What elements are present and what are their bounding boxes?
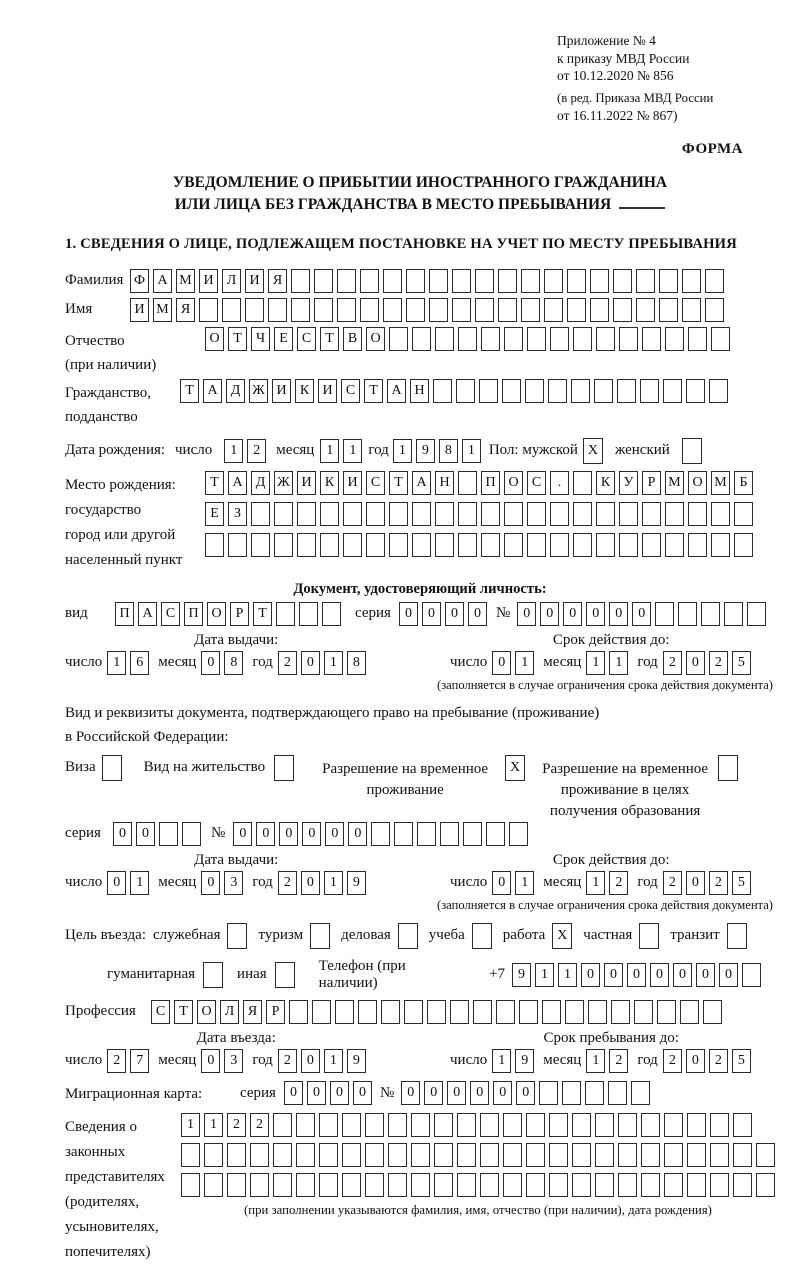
identity-expiry-note: (заполняется в случае ограничения срока действия документа) [437, 677, 773, 692]
edu-permit-checkbox [718, 755, 738, 781]
month-label: месяц [276, 442, 315, 458]
representatives-row-1: 1 1 2 2 [181, 1113, 775, 1137]
title-line-1: УВЕДОМЛЕНИЕ О ПРИБЫТИИ ИНОСТРАННОГО ГРАЖДАНИНА [172, 173, 668, 191]
identity-expiry-month: 1 1 [586, 651, 628, 675]
profession-boxes: С Т О Л Я Р [151, 1000, 722, 1024]
residence-doc-intro: Вид и реквизиты документа, подтверждающего право на пребывание (проживание) в Российской Федерации: [65, 704, 600, 745]
section-1-heading: 1. СВЕДЕНИЯ О ЛИЦЕ, ПОДЛЕЖАЩЕМ ПОСТАНОВКЕ НА УЧЕТ ПО МЕСТУ ПРЕБЫВАНИЯ [65, 235, 737, 252]
doc-number-label: № [495, 605, 511, 621]
phone-prefix: +7 [489, 966, 505, 982]
purpose-transit-label: транзит [670, 927, 720, 943]
purpose-tourism-checkbox [310, 923, 330, 949]
month-label: месяц [543, 654, 582, 670]
citizenship-boxes: Т А Д Ж И К И С Т А Н [180, 379, 728, 403]
month-label: месяц [543, 874, 582, 890]
visa-label: Виза [65, 758, 96, 775]
birth-date-label: Дата рождения: [65, 442, 166, 458]
purpose-humanitarian-checkbox [203, 962, 223, 988]
purpose-business-label: деловая [341, 927, 391, 943]
identity-expiry-year: 2 0 2 5 [663, 651, 751, 675]
identity-issue-day: 1 6 [107, 651, 149, 675]
purpose-official-checkbox [227, 923, 247, 949]
migration-series-boxes: 0 0 0 0 [284, 1081, 372, 1105]
edu-permit-label: Разрешение на временное проживание в целях получения образования [542, 760, 709, 819]
permit-series-boxes: 0 0 [113, 822, 201, 846]
representatives-note: (при заполнении указываются фамилия, имя, отчество (при наличии), дата рождения) [244, 1202, 712, 1217]
identity-dates [65, 651, 775, 675]
migration-series-label: серия [240, 1084, 276, 1101]
representatives-row-3 [181, 1173, 775, 1197]
permit-expiry-date [450, 871, 760, 895]
day-label: число [450, 654, 488, 670]
month-label: месяц [158, 1052, 197, 1068]
visit-purpose-row-1 [65, 923, 775, 949]
year-label: год [637, 654, 658, 670]
document-header [557, 32, 775, 125]
day-label: число [65, 654, 103, 670]
surname-label: Фамилия [65, 271, 124, 288]
sex-male-label: Пол: мужской [488, 442, 578, 458]
stay-month: 1 2 [586, 1049, 628, 1073]
day-label: число [450, 1052, 488, 1068]
sex-male-checkbox: X [583, 438, 603, 464]
permit-expiry-heading: Срок действия до: [552, 851, 670, 868]
patronymic-boxes: О Т Ч Е С Т В О [205, 327, 730, 351]
year-label: год [252, 654, 273, 670]
year-label: год [252, 874, 273, 890]
birth-place-row-1: Т А Д Ж И К И С Т А Н П О С . К У Р М О М Б [205, 471, 753, 495]
doc-type-label: вид [65, 605, 88, 621]
purpose-work-checkbox: X [552, 923, 572, 949]
doc-series-label: серия [355, 605, 391, 621]
identity-expiry-date [450, 651, 760, 675]
entry-date-heading: Дата въезда: [196, 1029, 276, 1046]
year-label: год [252, 1052, 273, 1068]
identity-issue-month: 0 8 [201, 651, 243, 675]
day-label: число [65, 1052, 103, 1068]
purpose-transit-checkbox [727, 923, 747, 949]
birth-month-boxes: 1 1 [320, 439, 362, 463]
option-visa [65, 755, 122, 781]
purpose-other-label: иная [237, 966, 267, 982]
temp-permit-checkbox: X [505, 755, 525, 781]
permit-series-label: серия [65, 825, 101, 841]
migration-card-label: Миграционная карта: [65, 1085, 203, 1102]
identity-doc-heading: Документ, удостоверяющий личность: [293, 580, 547, 597]
day-label: число [450, 874, 488, 890]
day-label: число [65, 874, 103, 890]
day-label: число [175, 442, 213, 458]
permit-number-boxes: 0 0 0 0 0 0 [233, 822, 528, 846]
identity-issue-date [65, 651, 410, 675]
given-name-label: Имя [65, 300, 93, 317]
surname-boxes: Ф А М И Л И Я [130, 269, 724, 293]
stay-day: 1 9 [492, 1049, 534, 1073]
birth-day-boxes: 1 2 [224, 439, 266, 463]
revision-line-1: (в ред. Приказа МВД России [557, 90, 714, 105]
identity-expiry-day: 0 1 [492, 651, 534, 675]
identity-issue-year: 2 0 1 8 [278, 651, 366, 675]
month-label: месяц [543, 1052, 582, 1068]
patronymic-label: Отчество (при наличии) [65, 332, 157, 373]
entry-date [65, 1049, 410, 1073]
given-name-boxes: И М Я [130, 298, 724, 322]
purpose-study-label: учеба [428, 927, 465, 943]
birth-place-rows [205, 471, 775, 557]
purpose-study-checkbox [472, 923, 492, 949]
representatives-rows [181, 1113, 775, 1265]
temp-permit-label: Разрешение на временное проживание [322, 760, 489, 798]
permit-expiry-note: (заполняется в случае ограничения срока действия документа) [437, 897, 773, 912]
month-label: месяц [158, 654, 197, 670]
purpose-work-label: работа [502, 927, 546, 943]
month-label: месяц [158, 874, 197, 890]
permit-expiry-day: 0 1 [492, 871, 534, 895]
option-residence-permit [144, 755, 294, 781]
identity-expiry-heading: Срок действия до: [552, 631, 670, 648]
appendix-line: Приложение № 4 [557, 33, 656, 48]
permit-number-label: № [211, 825, 226, 841]
stay-until-date [450, 1049, 760, 1073]
order-line-1: к приказу МВД России [557, 50, 690, 66]
purpose-humanitarian-label: гуманитарная [107, 966, 196, 982]
permit-date-headings [65, 852, 775, 869]
permit-issue-date [65, 871, 410, 895]
permit-expiry-year: 2 0 2 5 [663, 871, 751, 895]
identity-date-headings [65, 632, 775, 649]
title-blank-underline [619, 195, 665, 209]
order-line-2: от 10.12.2020 № 856 [557, 68, 674, 83]
form-title [65, 172, 775, 216]
doc-series-boxes: 0 0 0 0 [399, 602, 487, 626]
permit-issue-heading: Дата выдачи: [194, 851, 279, 868]
residence-permit-label: Вид на жительство [143, 758, 266, 775]
entry-day: 2 7 [107, 1049, 149, 1073]
residence-doc-options [65, 755, 775, 822]
revision-line-2: от 16.11.2022 № 867) [557, 108, 678, 123]
purpose-other-checkbox [275, 962, 295, 988]
phone-boxes: 9 1 1 0 0 0 0 0 0 0 [512, 963, 761, 987]
purpose-private-checkbox [639, 923, 659, 949]
phone-label: Телефон (при наличии) [318, 957, 406, 991]
entry-stay-dates [65, 1049, 775, 1073]
year-label: год [637, 874, 658, 890]
residence-permit-checkbox [274, 755, 294, 781]
purpose-tourism-label: туризм [258, 927, 304, 943]
purpose-label: Цель въезда: [65, 927, 146, 943]
permit-issue-month: 0 3 [201, 871, 243, 895]
permit-expiry-month: 1 2 [586, 871, 628, 895]
sex-female-label: женский [614, 442, 670, 458]
doc-type-boxes: П А С П О Р Т [115, 602, 341, 626]
birth-place-row-3 [205, 533, 753, 557]
year-label: год [637, 1052, 658, 1068]
stay-until-heading: Срок пребывания до: [543, 1029, 679, 1046]
representatives-label: Сведения о законных представителях (родителях, усыновителях, попечителях) [65, 1118, 165, 1260]
stay-year: 2 0 2 5 [663, 1049, 751, 1073]
migration-number-label: № [379, 1084, 395, 1101]
entry-month: 0 3 [201, 1049, 243, 1073]
option-edu-permit [541, 755, 738, 822]
birth-place-row-2: Е З [205, 502, 753, 526]
citizenship-label: Гражданство, подданство [65, 384, 152, 425]
representatives-block [65, 1113, 775, 1265]
visa-checkbox [102, 755, 122, 781]
entry-date-headings [65, 1030, 775, 1047]
identity-issue-heading: Дата выдачи: [194, 631, 279, 648]
permit-issue-year: 2 0 1 9 [278, 871, 366, 895]
profession-label: Профессия [65, 1003, 136, 1019]
migration-number-boxes: 0 0 0 0 0 0 [401, 1081, 650, 1105]
option-temp-permit [314, 755, 525, 801]
purpose-official-label: служебная [152, 927, 221, 943]
entry-year: 2 0 1 9 [278, 1049, 366, 1073]
purpose-business-checkbox [398, 923, 418, 949]
title-line-2: ИЛИ ЛИЦА БЕЗ ГРАЖДАНСТВА В МЕСТО ПРЕБЫВАНИЯ [65, 194, 775, 216]
year-label: год [368, 442, 389, 458]
birth-place-label: Место рождения: государство город или другой населенный пункт [65, 476, 183, 568]
visit-purpose-row-2 [107, 958, 775, 992]
forma-label: ФОРМА [681, 140, 743, 157]
purpose-private-label: частная [583, 927, 633, 943]
sex-female-checkbox [682, 438, 702, 464]
permit-issue-day: 0 1 [107, 871, 149, 895]
birth-year-boxes: 1 9 8 1 [393, 439, 481, 463]
permit-dates [65, 871, 775, 895]
doc-number-boxes: 0 0 0 0 0 0 [517, 602, 766, 626]
